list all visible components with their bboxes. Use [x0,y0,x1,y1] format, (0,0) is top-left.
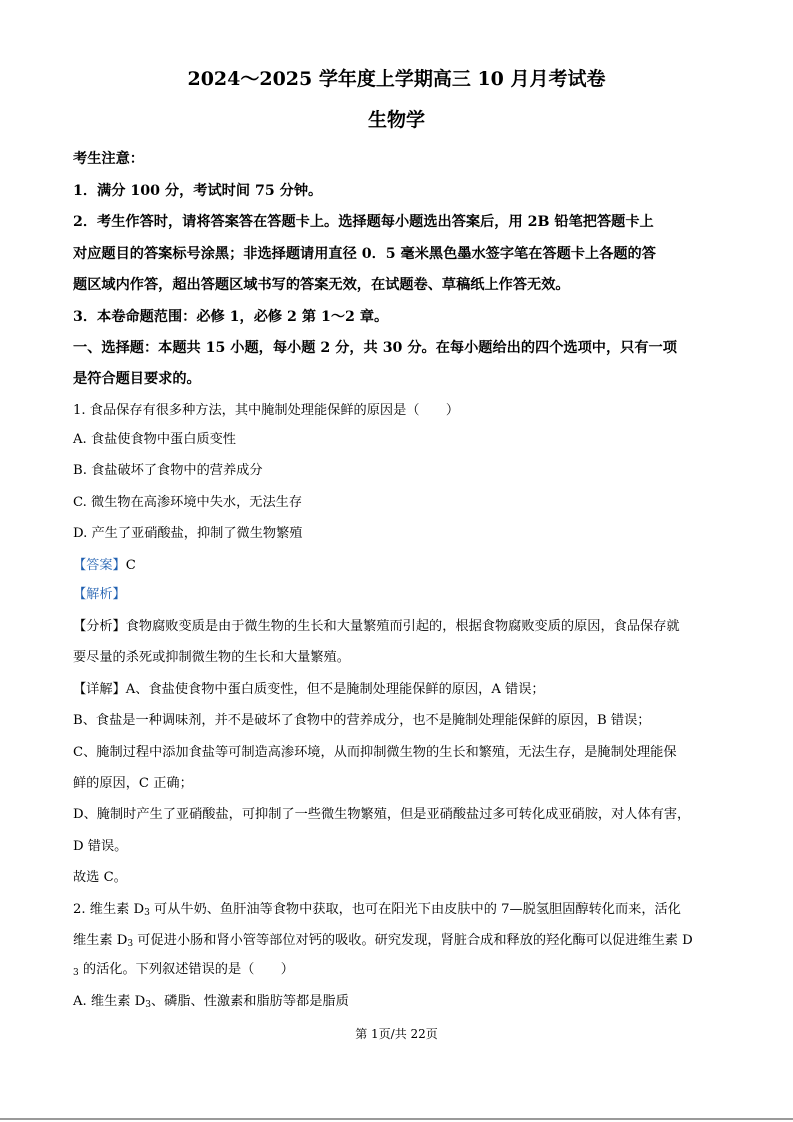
q1-fenxi-line-1 [73,618,680,636]
notice-item-3: 3．本卷命题范围：必修 1，必修 2 第 1～2 章。 [73,309,389,325]
analysis-tag: 【解析】 [73,587,126,602]
q1-answer [73,557,136,575]
section-1-heading-line-2: 是符合题目要求的。 [73,371,201,387]
page-footer: 第 1页/共 22页 [355,1027,438,1041]
exam-title: 2024～2025 学年度上学期高三 10 月月考试卷 [187,68,606,90]
q2-l1-a: 2. 维生素 D [73,902,145,917]
q1-xiangjie-d-line-2: D 错误。 [73,839,128,854]
q1-option-b: B. 食盐破坏了食物中的营养成分 [73,463,263,478]
q1-fenxi-line-2: 要尽量的杀死或抑制微生物的生长和大量繁殖。 [73,650,350,665]
q2-a-a: A. 维生素 D [73,994,146,1009]
q2-l1-sub: 3 [144,908,150,918]
notice-item-1: 1．满分 100 分，考试时间 75 分钟。 [73,183,323,199]
section-1-heading-line-1: 一、选择题：本题共 15 小题，每小题 2 分，共 30 分。在每小题给出的四个选项中，只有一项 [73,340,677,356]
notice-item-2-line-1: 2．考生作答时，请将答案答在答题卡上。选择题每小题选出答案后，用 2B 铅笔把答题卡上 [73,214,654,230]
bottom-divider [0,1118,793,1120]
q2-l1-b: 可从牛奶、鱼肝油等食物中获取，也可在阳光下由皮肤中的 7—脱氢胆固醇转化而来，活化 [149,902,681,917]
q1-xiangjie-c-line-2: 鲜的原因，C 正确； [73,776,193,791]
xiangjie-tag: 【详解】 [73,682,126,697]
q1-xiangjie-d-line-1: D、腌制时产生了亚硝酸盐，可抑制了一些微生物繁殖，但是亚硝酸盐过多可转化成亚硝胺，对人体有害， [73,807,691,822]
q2-option-a [73,993,349,1014]
q2-a-sub: 3 [145,1000,151,1010]
q1-conclusion: 故选 C。 [73,870,127,885]
q2-stem-line-1 [73,901,681,922]
answer-tag: 【答案】 [73,558,126,573]
notice-item-2-line-2: 对应题目的答案标号涂黑；非选择题请用直径 0．5 毫米黑色墨水签字笔在答题卡上各题的答 [73,246,656,262]
q2-l2-sub: 3 [127,939,134,949]
q1-option-d: D. 产生了亚硝酸盐，抑制了微生物繁殖 [73,526,303,541]
q2-l2-b: 可促进小肠和肾小管等部位对钙的吸收。研究发现，肾脏合成和释放的羟化酶可以促进维生素 D [133,933,693,948]
q2-a-b: 、磷脂、性激素和脂肪等都是脂质 [150,994,349,1009]
q2-l3-sub: 3 [73,968,79,978]
q2-stem-line-3 [73,961,294,982]
fenxi-text-1: 食物腐败变质是由于微生物的生长和大量繁殖而引起的，根据食物腐败变质的原因，食品保存就 [125,619,680,634]
notice-item-2-line-3: 题区域内作答，超出答题区域书写的答案无效，在试题卷、草稿纸上作答无效。 [73,277,570,293]
q1-option-c: C. 微生物在高渗环境中失水，无法生存 [73,495,303,510]
answer-value: C [125,558,136,573]
q1-xiangjie-a [73,681,545,699]
fenxi-tag: 【分析】 [73,619,126,634]
notice-heading: 考生注意： [73,151,144,167]
q1-option-a: A. 食盐使食物中蛋白质变性 [73,432,236,447]
xiangjie-a-text: A、食盐使食物中蛋白质变性，但不是腌制处理能保鲜的原因，A 错误； [125,682,545,697]
q1-xiangjie-b: B、食盐是一种调味剂，并不是破坏了食物中的营养成分，也不是腌制处理能保鲜的原因，B 错误； [73,713,651,728]
q2-stem-line-2 [73,932,693,953]
q2-l2-a: 维生素 D [73,933,128,948]
subject-title: 生物学 [367,109,425,131]
q1-xiangjie-c-line-1: C、腌制过程中添加食盐等可制造高渗环境，从而抑制微生物的生长和繁殖，无法生存，是腌制处理能保 [73,745,677,760]
q2-l3-b: 的活化。下列叙述错误的是（ ） [78,962,294,977]
q1-stem: 1. 食品保存有很多种方法，其中腌制处理能保鲜的原因是（ ） [73,403,460,418]
